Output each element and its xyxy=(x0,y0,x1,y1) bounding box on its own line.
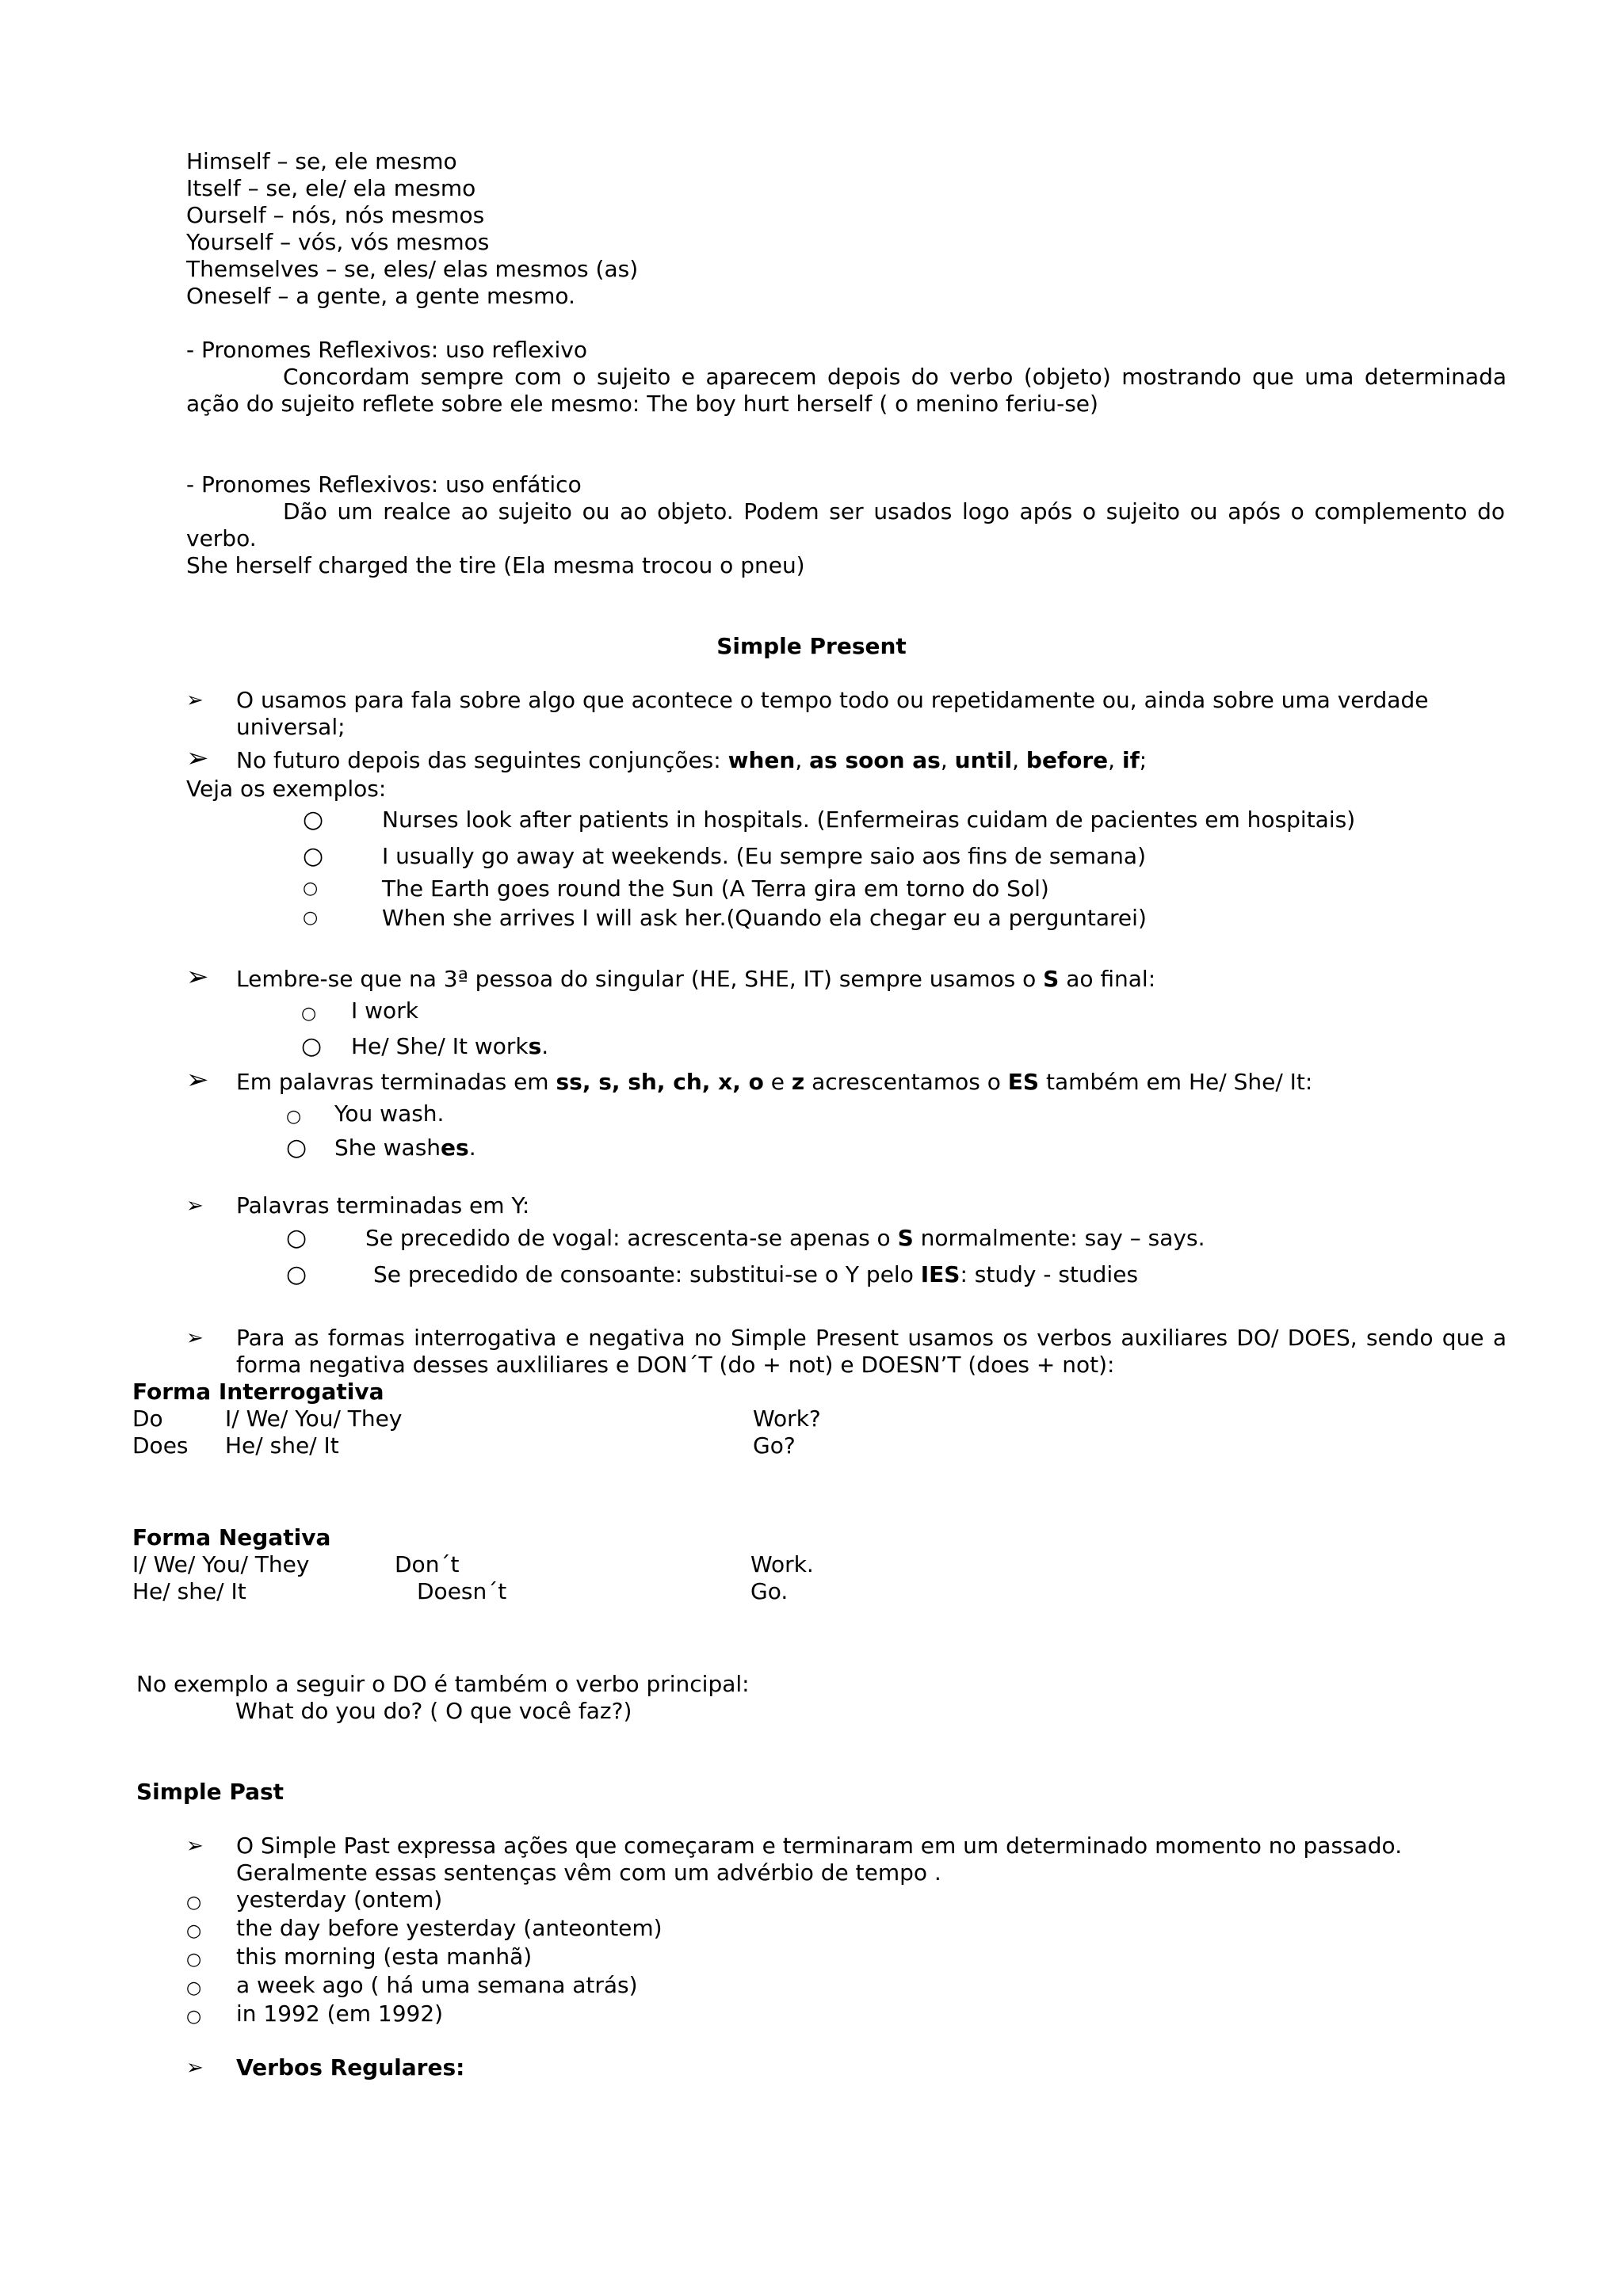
veja-exemplos: Veja os exemplos: xyxy=(186,776,387,802)
neg-verb-1: Work. xyxy=(750,1551,814,1577)
circle-bullet-icon: ○ xyxy=(303,806,324,833)
neg-aux-2: Doesn´t xyxy=(417,1578,507,1604)
pronoun-itself: Itself – se, ele/ ela mesmo xyxy=(186,175,476,201)
text: No futuro depois das seguintes conjunções: xyxy=(236,747,728,773)
interrog-aux-2: Does xyxy=(132,1432,189,1459)
circle-bullet-icon: ○ xyxy=(186,1978,202,1998)
present-bullet2 xyxy=(236,747,1147,774)
adverb-4: a week ago ( há uma semana atrás) xyxy=(236,1972,638,1998)
bold-s: S xyxy=(897,1225,914,1251)
circle-bullet-icon: ○ xyxy=(186,1921,202,1941)
neg-subj-2: He/ she/ It xyxy=(132,1578,246,1604)
arrow-bullet-icon: ➢ xyxy=(186,1834,204,1858)
pronoun-yourself: Yourself – vós, vós mesmos xyxy=(186,229,490,255)
present-bullet1-line1: O usamos para fala sobre algo que acontece o tempo todo ou repetidamente ou, ainda sobre uma verdade xyxy=(236,687,1429,713)
i-work: I work xyxy=(351,997,418,1024)
arrow-bullet-icon: ➢ xyxy=(186,742,209,774)
you-wash: You wash. xyxy=(334,1100,445,1127)
pronoun-oneself: Oneself – a gente, a gente mesmo. xyxy=(186,283,575,309)
circle-bullet-icon: ○ xyxy=(286,1224,307,1252)
simple-present-title: Simple Present xyxy=(716,633,907,659)
text: Se precedido de consoante: substitui-se o Y pelo xyxy=(373,1261,921,1287)
text: : study - studies xyxy=(960,1261,1139,1287)
arrow-bullet-icon: ➢ xyxy=(186,1326,204,1350)
bold-ies: IES xyxy=(920,1261,960,1287)
past-bullet-line1: O Simple Past expressa ações que começaram e terminaram em um determinado momento no passado. xyxy=(236,1833,1403,1859)
text: normalmente: say – says. xyxy=(913,1225,1205,1251)
text: Lembre-se que na 3ª pessoa do singular (HE, SHE, IT) sempre usamos o xyxy=(236,966,1044,992)
adverb-2: the day before yesterday (anteontem) xyxy=(236,1915,663,1941)
circle-bullet-icon: ○ xyxy=(301,1032,323,1060)
arrow-bullet-icon: ➢ xyxy=(186,961,209,993)
aux-line2: forma negativa desses auxliliares e DON´T (do + not) e DOESN’T (does + not): xyxy=(236,1352,1115,1378)
circle-bullet-icon: ○ xyxy=(286,1107,302,1127)
circle-bullet-icon: ○ xyxy=(286,1134,307,1161)
bold-z: z xyxy=(791,1069,805,1095)
circle-bullet-icon: ○ xyxy=(301,1004,317,1024)
example-3: The Earth goes round the Sun (A Terra gira em torno do Sol) xyxy=(382,875,1049,902)
emphatic-use-heading: - Pronomes Reflexivos: uso enfático xyxy=(186,471,582,498)
circle-bullet-icon: ○ xyxy=(186,1893,202,1913)
bold-es: ES xyxy=(1007,1069,1040,1095)
past-bullet-line2: Geralmente essas sentenças vêm com um advérbio de tempo . xyxy=(236,1859,941,1886)
text: e xyxy=(763,1069,792,1095)
example-2: I usually go away at weekends. (Eu sempre saio aos fins de semana) xyxy=(382,843,1146,869)
circle-bullet-icon: ○ xyxy=(186,2007,202,2027)
pronoun-ourself: Ourself – nós, nós mesmos xyxy=(186,202,485,228)
third-person-rule xyxy=(236,966,1155,993)
neg-verb-2: Go. xyxy=(750,1578,789,1604)
sep: , xyxy=(795,747,810,773)
emphatic-use-line2: verbo. xyxy=(186,525,257,551)
he-works xyxy=(351,1033,548,1060)
text: He/ She/ It work xyxy=(351,1033,529,1059)
interrog-subj-2: He/ she/ It xyxy=(225,1432,339,1459)
bold-s: S xyxy=(1043,966,1060,992)
reflexive-use-heading: - Pronomes Reflexivos: uso reflexivo xyxy=(186,337,587,363)
bold-es: es xyxy=(441,1135,469,1161)
sep: , xyxy=(1012,747,1026,773)
circle-bullet-icon: ○ xyxy=(303,842,324,870)
arrow-bullet-icon: ➢ xyxy=(186,688,204,712)
neg-aux-1: Don´t xyxy=(395,1551,460,1577)
negative-title: Forma Negativa xyxy=(132,1524,331,1550)
she-washes xyxy=(334,1135,476,1161)
arrow-bullet-icon: ➢ xyxy=(186,1194,204,1218)
emphatic-use-example: She herself charged the tire (Ela mesma trocou o pneu) xyxy=(186,552,805,578)
text: acrescentamos o xyxy=(804,1069,1008,1095)
conj-until: until xyxy=(954,747,1013,773)
do-main-line2: What do you do? ( O que você faz?) xyxy=(235,1698,632,1724)
arrow-bullet-icon: ➢ xyxy=(186,2056,204,2080)
interrog-verb-1: Work? xyxy=(753,1405,821,1432)
y-vowel-rule xyxy=(365,1225,1205,1252)
arrow-bullet-icon: ➢ xyxy=(186,1064,209,1096)
reflexive-use-line2: ação do sujeito reflete sobre ele mesmo: The boy hurt herself ( o menino feriu-se) xyxy=(186,391,1098,417)
es-rule xyxy=(236,1069,1312,1096)
conj-when: when xyxy=(727,747,796,773)
interrog-verb-2: Go? xyxy=(753,1432,796,1459)
circle-bullet-icon: ○ xyxy=(303,908,319,928)
pronoun-themselves: Themselves – se, eles/ elas mesmos (as) xyxy=(186,256,639,282)
y-consonant-rule xyxy=(373,1261,1138,1288)
example-4: When she arrives I will ask her.(Quando ela chegar eu a perguntarei) xyxy=(382,905,1147,931)
reflexive-use-line1: Concordam sempre com o sujeito e aparecem depois do verbo (objeto) mostrando que uma determinada xyxy=(283,364,1507,390)
end: ; xyxy=(1139,747,1148,773)
bold-endings: ss, s, sh, ch, x, o xyxy=(556,1069,764,1095)
conj-before: before xyxy=(1025,747,1109,773)
present-bullet1-line2: universal; xyxy=(236,714,346,740)
text: também em He/ She/ It: xyxy=(1039,1069,1313,1095)
do-main-line1: No exemplo a seguir o DO é também o verbo principal: xyxy=(136,1671,750,1697)
text: She wash xyxy=(334,1135,441,1161)
adverb-3: this morning (esta manhã) xyxy=(236,1943,533,1970)
adverb-1: yesterday (ontem) xyxy=(236,1886,443,1913)
text: ao final: xyxy=(1059,966,1156,992)
circle-bullet-icon: ○ xyxy=(303,879,319,898)
regular-verbs-heading: Verbos Regulares: xyxy=(236,2054,465,2081)
interrog-aux-1: Do xyxy=(132,1405,163,1432)
pronoun-himself: Himself – se, ele mesmo xyxy=(186,148,457,174)
sep: , xyxy=(940,747,955,773)
text: . xyxy=(541,1033,549,1059)
adverb-5: in 1992 (em 1992) xyxy=(236,2000,444,2027)
emphatic-use-line1: Dão um realce ao sujeito ou ao objeto. Podem ser usados logo após o sujeito ou após o complemento do xyxy=(283,498,1505,524)
conj-as-soon-as: as soon as xyxy=(809,747,941,773)
example-1: Nurses look after patients in hospitals. (Enfermeiras cuidam de pacientes em hospitais) xyxy=(382,807,1356,833)
aux-line1: Para as formas interrogativa e negativa no Simple Present usamos os verbos auxiliares DO/ DOES, sendo que a xyxy=(236,1325,1507,1351)
interrog-subj-1: I/ We/ You/ They xyxy=(225,1405,403,1432)
circle-bullet-icon: ○ xyxy=(286,1261,307,1288)
text: . xyxy=(468,1135,476,1161)
text: Se precedido de vogal: acrescenta-se apenas o xyxy=(365,1225,898,1251)
text: Em palavras terminadas em xyxy=(236,1069,556,1095)
bold-s: s xyxy=(528,1033,542,1059)
neg-subj-1: I/ We/ You/ They xyxy=(132,1551,310,1577)
conj-if: if xyxy=(1121,747,1140,773)
circle-bullet-icon: ○ xyxy=(186,1950,202,1970)
sep: , xyxy=(1108,747,1122,773)
y-heading: Palavras terminadas em Y: xyxy=(236,1192,530,1219)
simple-past-title: Simple Past xyxy=(136,1779,285,1805)
interrogative-title: Forma Interrogativa xyxy=(132,1379,384,1405)
